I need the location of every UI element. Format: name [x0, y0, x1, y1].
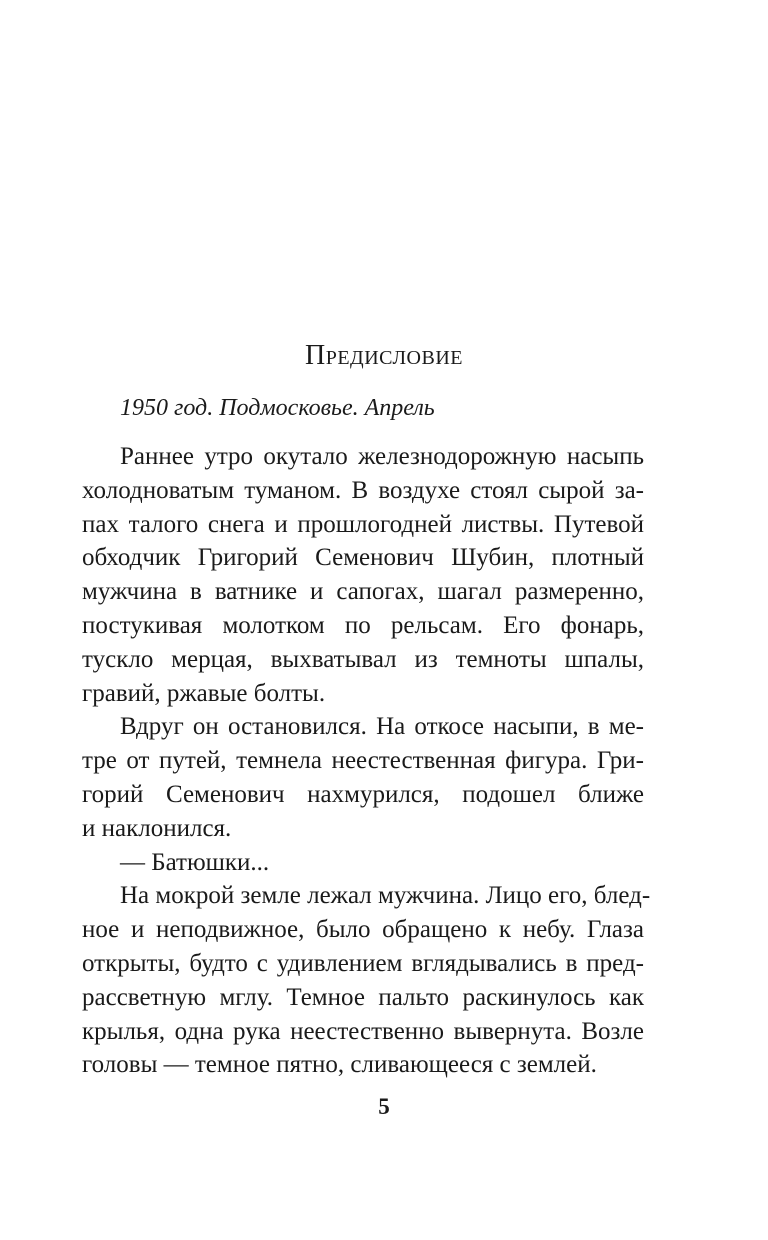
text-line: и наклонился. [82, 814, 232, 842]
text-line: обходчик Григорий Семенович Шубин, плотный [82, 544, 644, 572]
page-number: 5 [378, 1094, 390, 1119]
body-text [82, 440, 651, 1082]
text-line: головы — темное пятно, сливающееся с землей. [82, 1051, 597, 1079]
chapter-heading: Предисловие [305, 340, 463, 371]
text-line: постукивая молотком по рельсам. Его фонарь, [82, 611, 644, 639]
dialogue-line: — Батюшки... [120, 848, 270, 876]
text-line: ное и неподвижное, было обращено к небу. Глаза [82, 916, 644, 944]
text-line: мужчина в ватнике и сапогах, шагал размеренно, [82, 578, 644, 606]
text-line: открыты, будто с удивлением вглядывались в пред- [82, 949, 644, 977]
text-line: гравий, ржавые болты. [82, 679, 326, 707]
text-line: тре от путей, темнела неестественная фигура. Гри- [82, 747, 644, 775]
text-line: холодноватым туманом. В воздухе стоял сырой за- [82, 476, 644, 504]
text-line: рассветную мглу. Темное пальто раскинулось как [82, 983, 644, 1011]
text-line: На мокрой земле лежал мужчина. Лицо его, блед- [120, 882, 651, 910]
text-line: горий Семенович нахмурился, подошел ближе [82, 780, 644, 808]
text-line: крылья, одна рука неестественно вывернута. Возле [82, 1017, 644, 1045]
text-line: Вдруг он остановился. На откосе насыпи, в ме- [120, 713, 644, 741]
text-line: пах талого снега и прошлогодней листвы. Путевой [82, 510, 644, 538]
text-line: Раннее утро окутало железнодорожную насыпь [120, 443, 644, 470]
text-line: тускло мерцая, выхватывал из темноты шпалы, [82, 645, 644, 673]
chapter-subheading: 1950 год. Подмосковье. Апрель [120, 395, 435, 421]
